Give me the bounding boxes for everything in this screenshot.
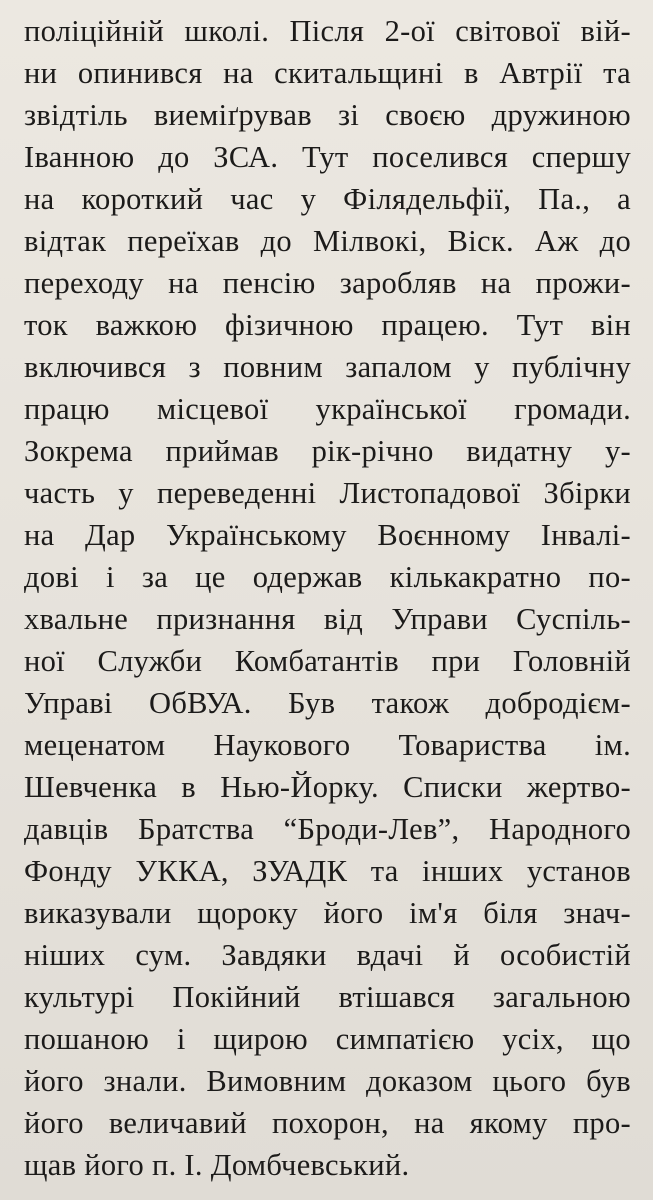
text-line: пошаною і щирою симпатією усіх, що — [24, 1022, 631, 1056]
text-line: включився з повним запалом у публічну — [24, 350, 631, 384]
text-line: Управі ОбВУА. Був також добродієм- — [24, 686, 631, 720]
text-line: ток важкою фізичною працею. Тут він — [24, 308, 631, 342]
text-line: ної Служби Комбатантів при Головній — [24, 644, 631, 678]
text-line: працю місцевої української громади. — [24, 392, 631, 426]
text-line: звідтіль виеміґрував зі своєю дружиною — [24, 98, 631, 132]
text-line: його величавий похорон, на якому про- — [24, 1106, 631, 1140]
text-line: часть у переведенні Листопадової Збірки — [24, 476, 631, 510]
text-line: давців Братства “Броди-Лев”, Народного — [24, 812, 631, 846]
text-line: ніших сум. Завдяки вдачі й особистій — [24, 938, 631, 972]
text-line: виказували щороку його ім'я біля знач- — [24, 896, 631, 930]
text-line: Фонду УККА, ЗУАДК та інших установ — [24, 854, 631, 888]
text-line: меценатом Наукового Товариства ім. — [24, 728, 631, 762]
body-text — [24, 10, 631, 1186]
text-line: на короткий час у Філядельфії, Па., а — [24, 182, 631, 216]
text-line: культурі Покійний втішався загальною — [24, 980, 631, 1014]
text-line: переходу на пенсію заробляв на прожи- — [24, 266, 631, 300]
text-line: щав його п. І. Домбчевський. — [24, 1148, 410, 1182]
text-line: відтак переїхав до Мілвокі, Віск. Аж до — [24, 224, 631, 258]
text-line: Шевченка в Нью-Йорку. Списки жертво- — [24, 770, 631, 804]
text-line: на Дар Українському Воєнному Інвалі- — [24, 518, 631, 552]
text-line: дові і за це одержав кількакратно по- — [24, 560, 631, 594]
text-line: його знали. Вимовним доказом цього був — [24, 1064, 631, 1098]
text-line: Іванною до ЗСА. Тут поселився спершу — [24, 140, 631, 174]
text-line: ни опинився на скитальщині в Автрії та — [24, 56, 631, 90]
text-line: Зокрема приймав рік-річно видатну у- — [24, 434, 631, 468]
text-line: поліційній школі. Після 2-ої світової вій- — [24, 14, 631, 48]
text-line: хвальне признання від Управи Суспіль- — [24, 602, 631, 636]
